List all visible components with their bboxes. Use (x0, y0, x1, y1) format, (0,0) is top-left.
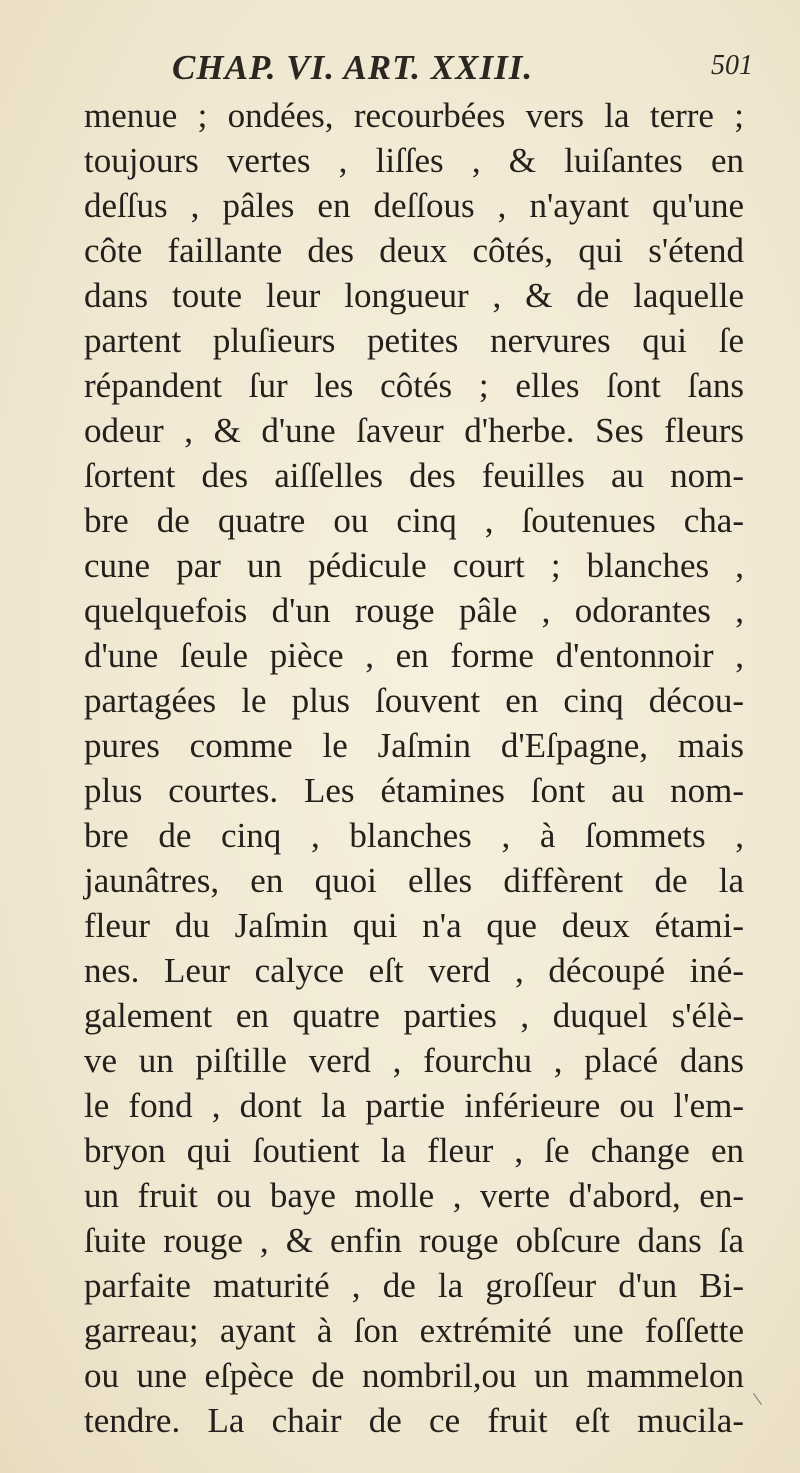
text-line: dans toute leur longueur , & de laquelle (84, 276, 744, 315)
text-line: bryon qui ſoutient la fleur , ſe change en (84, 1131, 744, 1170)
text-line: quelquefois d'un rouge pâle , odorantes , (84, 591, 744, 630)
text-line: galement en quatre parties , duquel s'élè- (84, 996, 744, 1035)
text-line: pures comme le Jaſmin d'Eſpagne, mais (84, 726, 744, 765)
text-line: tendre. La chair de ce fruit eſt mucila- (84, 1401, 744, 1440)
text-line: un fruit ou baye molle , verte d'abord, en- (84, 1176, 744, 1215)
text-line: toujours vertes , liſſes , & luiſantes en (84, 141, 744, 180)
text-line: deſſus , pâles en deſſous , n'ayant qu'une (84, 186, 744, 225)
text-line: ve un piſtille verd , fourchu , placé dans (84, 1041, 744, 1080)
page-number: 501 (711, 50, 753, 81)
text-line: garreau; ayant à ſon extrémité une foſſette (84, 1311, 744, 1350)
text-line: nes. Leur calyce eſt verd , découpé iné- (84, 951, 744, 990)
text-line: ſortent des aiſſelles des feuilles au nom- (84, 456, 744, 495)
text-line: bre de quatre ou cinq , ſoutenues cha- (84, 501, 744, 540)
text-line: répandent ſur les côtés ; elles ſont ſans (84, 366, 744, 405)
text-line: fleur du Jaſmin qui n'a que deux étami- (84, 906, 744, 945)
text-line: jaunâtres, en quoi elles diffèrent de la (84, 861, 744, 900)
text-line: ou une eſpèce de nombril,ou un mammelon (84, 1356, 744, 1395)
text-line: ſuite rouge , & enfin rouge obſcure dans ſa (84, 1221, 744, 1260)
text-line: bre de cinq , blanches , à ſommets , (84, 816, 744, 855)
text-line: plus courtes. Les étamines ſont au nom- (84, 771, 744, 810)
ink-mark (753, 1393, 762, 1405)
text-line: le fond , dont la partie inférieure ou l'em- (84, 1086, 744, 1125)
text-line: menue ; ondées, recourbées vers la terre ; (84, 96, 744, 135)
text-line: odeur , & d'une ſaveur d'herbe. Ses fleurs (84, 411, 744, 450)
text-line: côte faillante des deux côtés, qui s'étend (84, 231, 744, 270)
text-line: parfaite maturité , de la groſſeur d'un Bi- (84, 1266, 744, 1305)
page-header (0, 48, 800, 94)
text-line: d'une ſeule pièce , en forme d'entonnoir , (84, 636, 744, 675)
running-head: CHAP. VI. ART. XXIII. (172, 48, 534, 87)
text-line: cune par un pédicule court ; blanches , (84, 546, 744, 585)
text-line: partagées le plus ſouvent en cinq décou- (84, 681, 744, 720)
text-line: partent pluſieurs petites nervures qui ſe (84, 321, 744, 360)
